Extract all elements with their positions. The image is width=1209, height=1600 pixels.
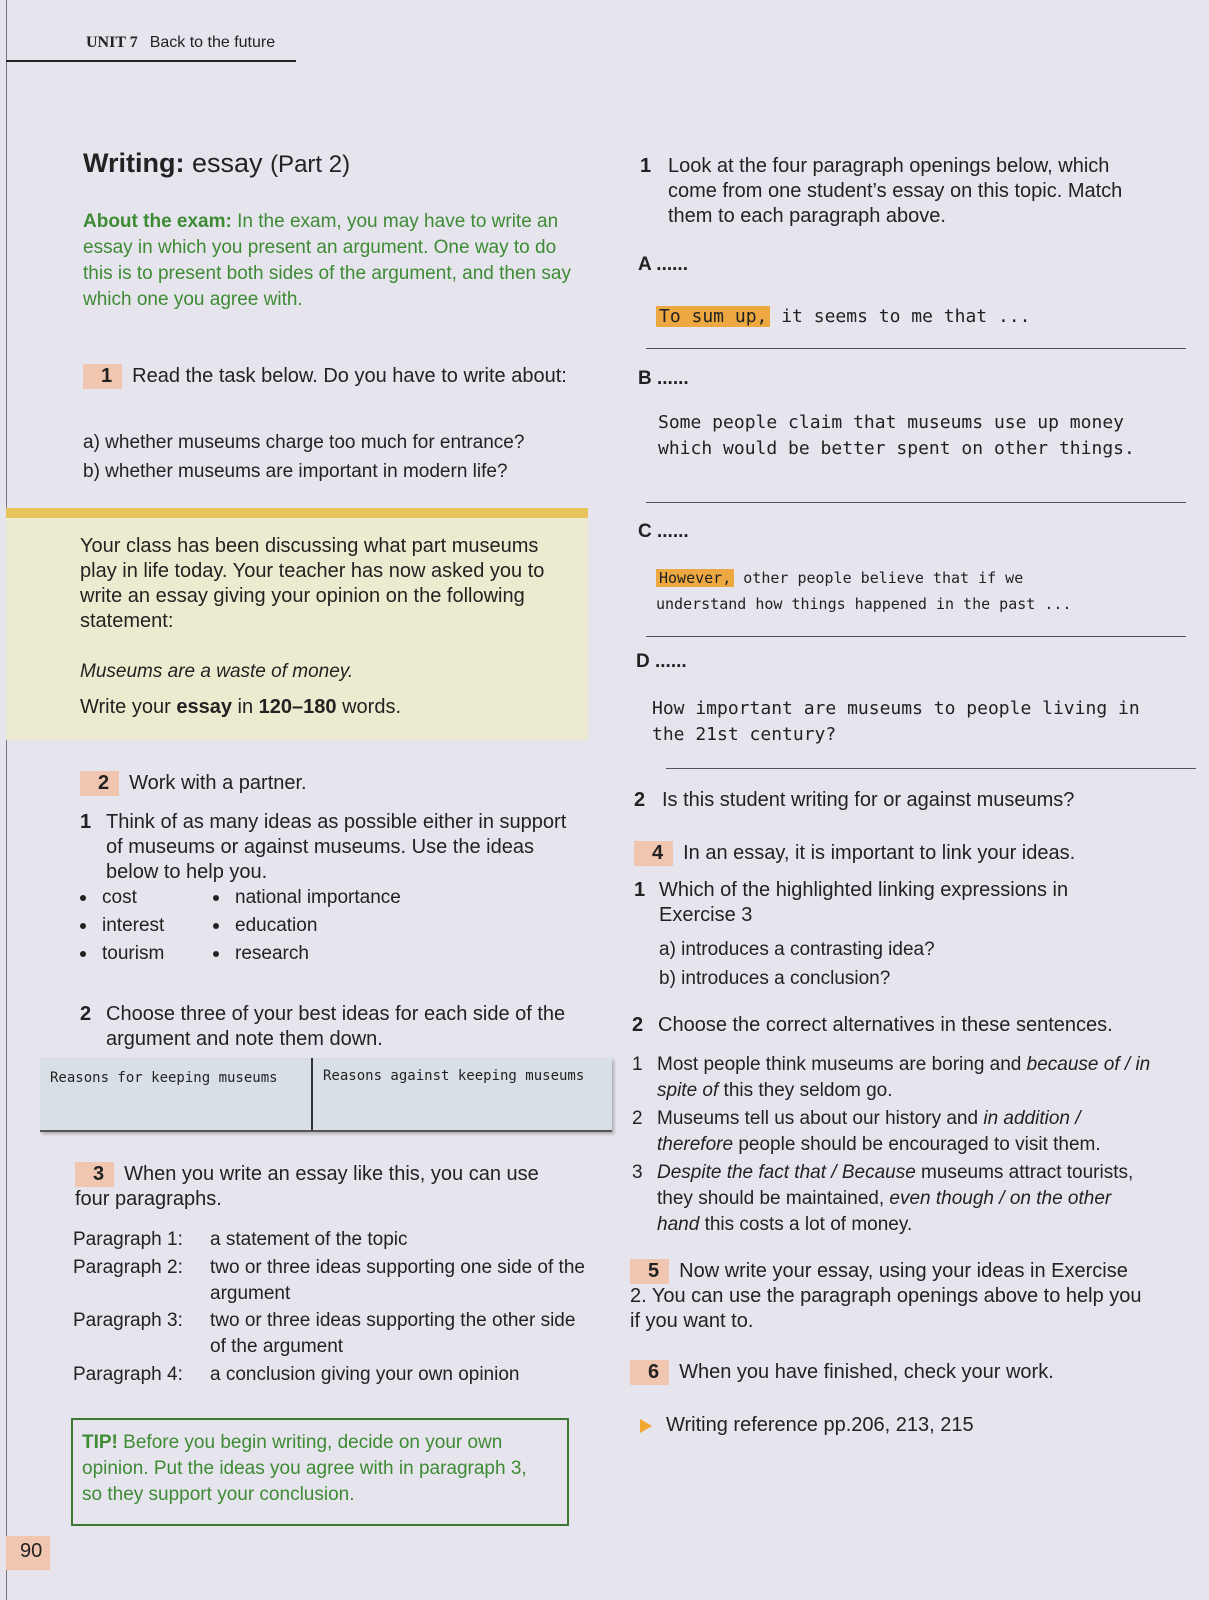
- sentence-1: 1 Most people think museums are boring and because of / in spite of this they seldom go.: [632, 1054, 1151, 1101]
- exercise-number: 2: [80, 771, 119, 796]
- task-text: Your class has been discussing what part museums play in life today. Your teacher has now asked you to write an essay giving your opinion on the following statement:: [80, 535, 545, 632]
- reasons-against-header: Reasons against keeping museums: [323, 1068, 585, 1084]
- heading-part: (Part 2): [270, 151, 351, 178]
- about-label: About the exam:: [83, 211, 232, 232]
- opening-a: [656, 304, 1030, 330]
- exercise-3-question-1: [640, 154, 1130, 232]
- reasons-for-header: Reasons for keeping museums: [50, 1070, 278, 1086]
- write-range: 120–180: [258, 696, 337, 718]
- opening-d: How important are museums to people living in the 21st century?: [652, 698, 1140, 745]
- opening-b: Some people claim that museums use up money which would be better spent on other things.: [658, 412, 1135, 459]
- sentence-number: 1: [632, 1054, 643, 1075]
- sentence-number: 2: [632, 1108, 643, 1129]
- write-post: words.: [342, 696, 401, 718]
- opening-c: [656, 565, 1071, 617]
- alternatives: even though / on the other hand: [657, 1188, 1112, 1235]
- answer-line: [646, 636, 1186, 637]
- opening-c-rest1: other people believe that if we: [743, 569, 1024, 587]
- alternatives: in addition / therefore: [657, 1108, 1081, 1155]
- exercise-3-question-2: [634, 788, 1154, 814]
- item-number: 1: [640, 155, 652, 177]
- alternatives: Despite the fact that / Because: [657, 1162, 916, 1183]
- item-number: 1: [634, 879, 646, 901]
- write-essay: essay: [176, 696, 232, 718]
- unit-title: Back to the future: [149, 34, 276, 51]
- exercise-4-options: [659, 935, 935, 993]
- exercise-3-text: When you write an essay like this, you can use four paragraphs.: [75, 1163, 539, 1210]
- header-rule: [6, 60, 296, 62]
- opening-c-rest2: understand how things happened in the past ...: [656, 595, 1072, 613]
- about-exam: [83, 209, 583, 313]
- answer-line: [646, 348, 1186, 349]
- unit-header: [86, 34, 275, 52]
- exercise-3-heading: [75, 1162, 575, 1212]
- write-pre: Write your: [80, 696, 171, 718]
- item-number: 2: [634, 789, 646, 811]
- tip-label: TIP!: [82, 1432, 118, 1453]
- item-text: Look at the four paragraph openings below, which come from one student’s essay on this topic. Match them to each paragraph above.: [668, 155, 1123, 227]
- item-number: 2: [80, 1003, 92, 1025]
- exercise-number: 6: [630, 1360, 669, 1385]
- bullet-item: tourism: [80, 940, 164, 968]
- reference-text: Writing reference pp.206, 213, 215: [666, 1414, 974, 1436]
- task-word-count: [80, 696, 401, 719]
- about-text: In the exam, you may have to write an essay in which you present an argument. One way to do this is to present both sides of the argument, and then say which one you agree with.: [83, 211, 571, 310]
- exercise-6-heading: [630, 1360, 1054, 1385]
- item-number: 2: [632, 1014, 644, 1036]
- item-text: Which of the highlighted linking expressions in Exercise 3: [659, 879, 1069, 926]
- bullet-item: national importance: [213, 884, 401, 912]
- writing-reference-link[interactable]: [640, 1414, 974, 1437]
- task-statement: Museums are a waste of money.: [80, 661, 354, 682]
- answer-line: [666, 768, 1196, 769]
- linking-highlight: To sum up,: [656, 306, 770, 327]
- item-text: Is this student writing for or against museums?: [662, 789, 1075, 811]
- bullet-item: cost: [80, 884, 164, 912]
- exercise-6-text: When you have finished, check your work.: [679, 1361, 1054, 1383]
- exercise-2-item-2: [80, 1002, 580, 1057]
- exercise-number: 1: [83, 364, 122, 389]
- item-text: Choose the correct alternatives in these sentences.: [658, 1014, 1113, 1036]
- item-text: Think of as many ideas as possible either in support of museums or against museums. Use the ideas below to help you.: [106, 811, 567, 883]
- exercise-4-text: In an essay, it is important to link your ideas.: [683, 842, 1076, 864]
- exercise-5-heading: [630, 1259, 1150, 1334]
- item-number: 1: [80, 811, 92, 833]
- opening-a-rest: it seems to me that ...: [781, 306, 1031, 327]
- section-heading: [83, 148, 350, 179]
- bullet-item: interest: [80, 912, 164, 940]
- idea-bullets-col1: [80, 884, 164, 968]
- task-box-bar: [6, 508, 588, 518]
- alternatives: because of / in spite of: [657, 1054, 1151, 1101]
- page-edge-rule: [6, 0, 7, 1600]
- exercise-4-heading: [634, 841, 1075, 866]
- page-number: 90: [20, 1540, 43, 1562]
- arrow-right-icon: [640, 1419, 652, 1433]
- exercise-1-text: Read the task below. Do you have to write about:: [132, 365, 567, 387]
- heading-rest: essay: [192, 148, 263, 178]
- idea-bullets-col2: [213, 884, 401, 968]
- sentence-2: 2 Museums tell us about our history and in addition / therefore people should be encouraged to visit them.: [632, 1108, 1101, 1155]
- answer-letter-a: A ......: [638, 254, 688, 275]
- sentence-number: 3: [632, 1162, 643, 1183]
- exercise-number: 3: [75, 1162, 114, 1187]
- exercise-2-heading: [80, 771, 307, 796]
- answer-letter-c: C ......: [638, 521, 689, 542]
- answer-letter-b: B ......: [638, 368, 689, 389]
- exercise-4-item-1: [634, 878, 1154, 932]
- tip-text: [82, 1430, 552, 1508]
- exercise-number: 5: [630, 1259, 669, 1284]
- bullet-item: education: [213, 912, 401, 940]
- tip-body: Before you begin writing, decide on your own opinion. Put the ideas you agree with in paragraph 3, so they support your conclusion.: [82, 1432, 527, 1505]
- answer-line: [646, 502, 1186, 503]
- option-b: b) whether museums are important in modern life?: [83, 461, 508, 482]
- heading-bold: Writing:: [83, 148, 185, 178]
- bullet-item: research: [213, 940, 401, 968]
- reasons-divider: [311, 1058, 313, 1130]
- write-mid: in: [237, 696, 254, 718]
- exercise-1-options: [83, 428, 524, 486]
- exercise-5-text: Now write your essay, using your ideas in Exercise 2. You can use the paragraph openings above to help you if you want to.: [630, 1260, 1142, 1332]
- option-a: a) whether museums charge too much for entrance?: [83, 432, 525, 453]
- option-a: a) introduces a contrasting idea?: [659, 939, 935, 960]
- exercise-number: 4: [634, 841, 673, 866]
- linking-highlight: However,: [656, 569, 734, 587]
- item-text: Choose three of your best ideas for each side of the argument and note them down.: [106, 1003, 566, 1050]
- unit-number: UNIT 7: [86, 34, 138, 51]
- exercise-2-item-1: [80, 810, 580, 890]
- option-b: b) introduces a conclusion?: [659, 968, 891, 989]
- answer-letter-d: D ......: [636, 651, 687, 672]
- exercise-1-heading: [83, 364, 583, 389]
- exercise-2-text: Work with a partner.: [129, 772, 307, 794]
- exercise-4-item-2: [632, 1013, 1162, 1039]
- sentence-3: 3 Despite the fact that / Because museums attract tourists, they should be maintained, even though / on the other hand this costs a lot of money.: [632, 1162, 1134, 1235]
